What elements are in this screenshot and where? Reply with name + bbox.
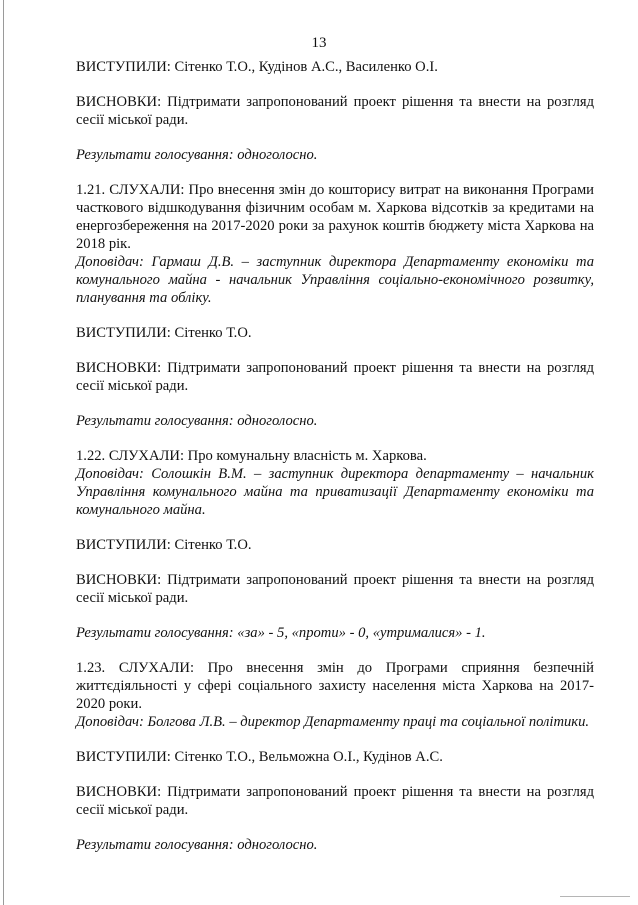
- reporter-line: Доповідач: Солошкін В.М. – заступник директора департаменту – начальник Управління комунального майна та приватизації Департаменту економіки та комунального майна.: [76, 466, 594, 518]
- reporter-line: Доповідач: Болгова Л.В. – директор Департаменту праці та соціальної політики.: [76, 714, 590, 730]
- reporter-line: Доповідач: Гармаш Д.В. – заступник директора Департаменту економіки та комунального майна - начальник Управління соціально-економічного розвитку, планування та обліку.: [76, 254, 594, 306]
- agenda-item-heard: 1.21. СЛУХАЛИ: Про внесення змін до кошторису витрат на виконання Програми часткового відшкодування фізичним особам м. Харкова відсотків за кредитами на енергозбереження на 2017-2020 роки за рахунок коштів бюджету міста Харкова на 2018 рік.: [76, 182, 594, 252]
- conclusion-paragraph: ВИСНОВКИ: Підтримати запропонований проект рішення та внести на розгляд сесії міської ради.: [76, 360, 594, 394]
- bottom-rule: [560, 896, 630, 897]
- conclusion-paragraph: ВИСНОВКИ: Підтримати запропонований проект рішення та внести на розгляд сесії міської ради.: [76, 572, 594, 606]
- agenda-item-heard: 1.23. СЛУХАЛИ: Про внесення змін до Програми сприяння безпечній життєдіяльності у сфері соціального захисту населення міста Харкова на 2017-2020 роки.: [76, 660, 594, 712]
- vote-result: Результати голосування: одноголосно.: [76, 837, 318, 853]
- conclusion-paragraph: ВИСНОВКИ: Підтримати запропонований проект рішення та внести на розгляд сесії міської ради.: [76, 784, 594, 818]
- vote-result: Результати голосування: одноголосно.: [76, 147, 318, 163]
- left-margin-rule: [3, 0, 4, 905]
- minutes-content: [76, 58, 594, 871]
- speakers-line: ВИСТУПИЛИ: Сітенко Т.О.: [76, 325, 252, 341]
- vote-result: Результати голосування: «за» - 5, «проти» - 0, «утрималися» - 1.: [76, 625, 486, 641]
- agenda-item-heard: 1.22. СЛУХАЛИ: Про комунальну власність м. Харкова.: [76, 448, 427, 464]
- vote-result: Результати голосування: одноголосно.: [76, 413, 318, 429]
- page-number: 13: [311, 35, 327, 51]
- speakers-line: ВИСТУПИЛИ: Сітенко Т.О., Кудінов А.С., Василенко О.І.: [76, 59, 438, 75]
- speakers-line: ВИСТУПИЛИ: Сітенко Т.О., Вельможна О.І., Кудінов А.С.: [76, 749, 443, 765]
- speakers-line: ВИСТУПИЛИ: Сітенко Т.О.: [76, 537, 252, 553]
- conclusion-paragraph: ВИСНОВКИ: Підтримати запропонований проект рішення та внести на розгляд сесії міської ради.: [76, 94, 594, 128]
